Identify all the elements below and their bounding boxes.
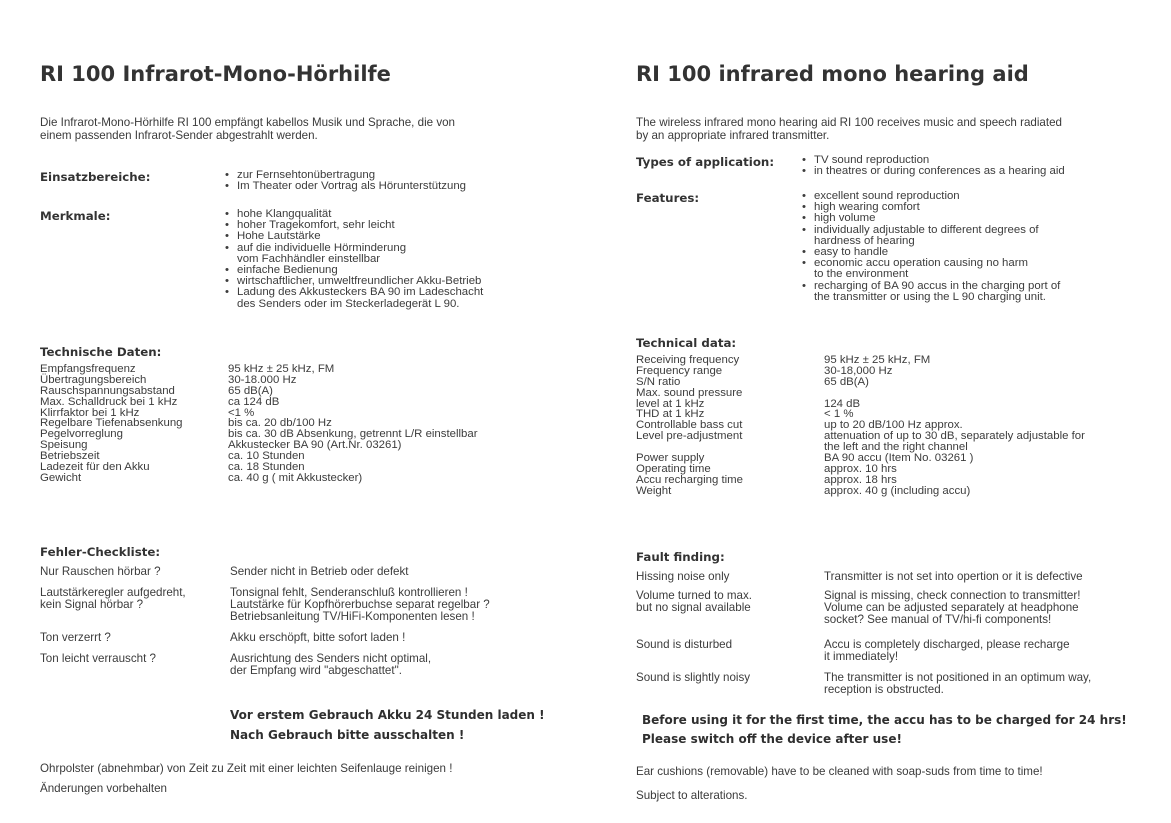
section-label: Types of application: xyxy=(636,155,775,169)
bullet-icon: • xyxy=(802,279,806,292)
list-item: • Ladung des Akkusteckers BA 90 im Ladeschacht des Senders oder im Steckerladegerät L 90. xyxy=(225,286,484,310)
bullet-icon: • xyxy=(802,246,806,259)
bullet-icon: • xyxy=(225,219,229,232)
intro-line: Die Infrarot-Mono-Hörhilfe RI 100 empfängt kabellos Musik und Sprache, die von xyxy=(40,116,456,129)
table-row: Receiving frequency 95 kHz ± 25 kHz, FM xyxy=(636,354,931,366)
cleaning-note: Ear cushions (removable) have to be cleaned with soap-suds from time to time! xyxy=(636,765,1043,778)
section-label: Einsatzbereiche: xyxy=(40,170,151,184)
tech-table xyxy=(40,364,580,484)
list-item: • TV sound reproduction xyxy=(802,154,930,166)
table-row: Klirrfaktor bei 1 kHz <1 % xyxy=(40,406,255,419)
bullet-list xyxy=(802,191,1060,303)
list-item: • hoher Tragekomfort, sehr leicht xyxy=(225,219,395,232)
list-item: • Im Theater oder Vortrag als Hörunterstützung xyxy=(225,180,466,193)
table-row: level at 1 kHz 124 dB xyxy=(636,397,861,410)
bullet-icon: • xyxy=(225,180,229,193)
tech-heading: Technical data: xyxy=(636,336,737,350)
table-row: Max. Schalldruck bei 1 kHz ca 124 dB xyxy=(40,395,280,408)
bullet-icon: • xyxy=(225,169,229,181)
bullet-icon: • xyxy=(225,230,229,243)
bullet-icon: • xyxy=(802,223,806,236)
fault-heading: Fault finding: xyxy=(636,550,725,564)
bullet-icon: • xyxy=(225,286,229,299)
bullet-list xyxy=(802,155,1065,177)
table-row: Controllable bass cut up to 20 dB/100 Hz approx. xyxy=(636,419,963,432)
bullet-icon: • xyxy=(802,212,806,225)
table-row: Accu recharging time approx. 18 hrs xyxy=(636,473,897,486)
bullet-icon: • xyxy=(225,208,229,220)
table-row: Pegelvorreglung bis ca. 30 dB Absenkung, getrennt L/R einstellbar xyxy=(40,428,478,441)
table-row: S/N ratio 65 dB(A) xyxy=(636,375,869,388)
list-item: • high wearing comfort xyxy=(802,201,920,214)
bullet-icon: • xyxy=(225,275,229,288)
bullet-icon: • xyxy=(225,241,229,254)
list-item: • wirtschaftlicher, umweltfreundlicher Akku-Betrieb xyxy=(225,275,482,288)
table-row: Regelbare Tiefenabsenkung bis ca. 20 db/100 Hz xyxy=(40,417,332,430)
list-item: • Hohe Lautstärke xyxy=(225,230,321,243)
bullet-list xyxy=(225,170,466,192)
table-row: Weight approx. 40 g (including accu) xyxy=(636,484,971,497)
switch-off-warning: Nach Gebrauch bitte ausschalten ! xyxy=(230,728,465,742)
table-row: THD at 1 kHz < 1 % xyxy=(636,408,854,421)
tech-heading: Technische Daten: xyxy=(40,345,162,359)
list-item: • hohe Klangqualität xyxy=(225,208,332,220)
bullet-icon: • xyxy=(802,154,806,166)
bullet-icon: • xyxy=(225,264,229,277)
bullet-icon: • xyxy=(802,165,806,178)
cleaning-note: Ohrpolster (abnehmbar) von Zeit zu Zeit mit einer leichten Seifenlauge reinigen ! xyxy=(40,762,453,775)
page-title: RI 100 infrared mono hearing aid xyxy=(636,62,1029,86)
table-row: Level pre-adjustment attenuation of up to 30 dB, separately adjustable for xyxy=(636,430,1085,443)
table-row: Betriebszeit ca. 10 Stunden xyxy=(40,450,305,463)
page-title: RI 100 Infrarot-Mono-Hörhilfe xyxy=(40,62,391,86)
list-item: • high volume xyxy=(802,212,876,225)
list-item: • zur Fernsehtonübertragung xyxy=(225,169,376,181)
section-label: Features: xyxy=(636,191,700,205)
table-row: Operating time approx. 10 hrs xyxy=(636,462,897,475)
list-item: • individually adjustable to different degrees of hardness of hearing xyxy=(802,223,1039,247)
bullet-icon: • xyxy=(802,190,806,202)
fault-heading: Fehler-Checkliste: xyxy=(40,545,161,559)
alterations-note: Änderungen vorbehalten xyxy=(40,782,167,795)
table-row: Rauschspannungsabstand 65 dB(A) xyxy=(40,384,273,397)
section-label: Merkmale: xyxy=(40,209,111,223)
list-item: • easy to handle xyxy=(802,246,889,259)
table-row: Übertragungsbereich 30-18.000 Hz xyxy=(40,373,297,386)
table-row: Empfangsfrequenz 95 kHz ± 25 kHz, FM xyxy=(40,363,335,375)
list-item: • economic accu operation causing no harm to the environment xyxy=(802,257,1029,281)
intro-line: The wireless infrared mono hearing aid RI 100 receives music and speech radiated xyxy=(636,116,1062,129)
table-row: the left and the right channel xyxy=(824,441,968,454)
intro-text xyxy=(40,117,455,142)
alterations-note: Subject to alterations. xyxy=(636,789,748,802)
table-row: Gewicht ca. 40 g ( mit Akkustecker) xyxy=(40,471,363,484)
bullet-icon: • xyxy=(802,257,806,270)
intro-line: by an appropriate infrared transmitter. xyxy=(636,128,830,142)
list-item: • auf die individuelle Hörminderung vom Fachhändler einstellbar xyxy=(225,241,407,265)
tech-table xyxy=(636,355,1146,497)
table-row: Ladezeit für den Akku ca. 18 Stunden xyxy=(40,461,305,474)
charge-warning: Before using it for the first time, the accu has to be charged for 24 hrs! xyxy=(642,713,1127,727)
list-item: • in theatres or during conferences as a hearing aid xyxy=(802,165,1065,178)
intro-line: einem passenden Infrarot-Sender abgestrahlt werden. xyxy=(40,128,318,142)
table-row: Max. sound pressure xyxy=(636,386,743,399)
list-item: • einfache Bedienung xyxy=(225,264,338,277)
intro-text xyxy=(636,117,1062,142)
switch-off-warning: Please switch off the device after use! xyxy=(642,732,902,746)
bullet-list xyxy=(225,209,483,310)
table-row: Frequency range 30-18,000 Hz xyxy=(636,364,893,377)
table-row: Power supply BA 90 accu (Item No. 03261 ) xyxy=(636,452,974,465)
list-item: • recharging of BA 90 accus in the charging port of the transmitter or using the L 90 charging unit. xyxy=(802,279,1061,303)
bullet-icon: • xyxy=(802,201,806,214)
list-item: • excellent sound reproduction xyxy=(802,190,960,202)
charge-warning: Vor erstem Gebrauch Akku 24 Stunden laden ! xyxy=(230,708,545,722)
table-row: Speisung Akkustecker BA 90 (Art.Nr. 03261) xyxy=(40,439,402,452)
